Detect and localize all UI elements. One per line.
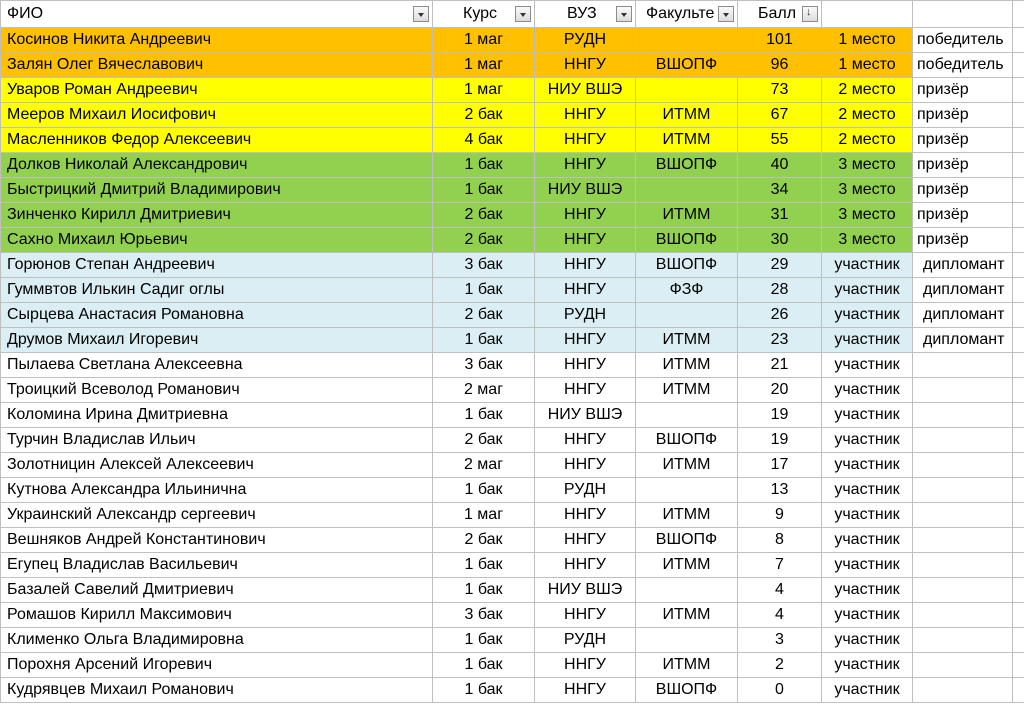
- cell-course[interactable]: 1 бак: [433, 178, 535, 203]
- cell-faculty[interactable]: ИТММ: [636, 378, 738, 403]
- header-row: [1, 1, 1024, 28]
- cell-name[interactable]: Золотницин Алексей Алексеевич: [1, 453, 433, 478]
- cell-empty[interactable]: [1013, 128, 1024, 153]
- cell-course[interactable]: 2 маг: [433, 378, 535, 403]
- cell-score[interactable]: 19: [738, 428, 822, 453]
- table-row: [1, 328, 1024, 353]
- table-row: [1, 228, 1024, 253]
- table-row: [1, 303, 1024, 328]
- cell-name[interactable]: Клименко Ольга Владимировна: [1, 628, 433, 653]
- cell-university[interactable]: ННГУ: [535, 553, 636, 578]
- cell-status[interactable]: призёр: [913, 203, 1013, 228]
- header-fio: [1, 1, 433, 28]
- cell-status[interactable]: дипломант: [913, 278, 1013, 303]
- cell-score[interactable]: 31: [738, 203, 822, 228]
- cell-faculty[interactable]: ИТММ: [636, 503, 738, 528]
- cell-empty[interactable]: [1013, 28, 1024, 53]
- cell-place[interactable]: участник: [822, 653, 913, 678]
- cell-faculty[interactable]: ВШОПФ: [636, 678, 738, 703]
- cell-name[interactable]: Масленников Федор Алексеевич: [1, 128, 433, 153]
- cell-empty[interactable]: [1013, 203, 1024, 228]
- header-empty: [1013, 1, 1024, 28]
- cell-course[interactable]: 1 бак: [433, 153, 535, 178]
- table-row: [1, 628, 1024, 653]
- cell-name[interactable]: Мееров Михаил Иосифович: [1, 103, 433, 128]
- cell-name[interactable]: Друмов Михаил Игоревич: [1, 328, 433, 353]
- cell-name[interactable]: Гуммвтов Илькин Садиг оглы: [1, 278, 433, 303]
- cell-empty[interactable]: [1013, 278, 1024, 303]
- cell-status[interactable]: победитель: [913, 28, 1013, 53]
- cell-place[interactable]: участник: [822, 528, 913, 553]
- cell-status[interactable]: призёр: [913, 78, 1013, 103]
- header-course-label: Курс: [463, 5, 498, 22]
- cell-course[interactable]: 2 маг: [433, 453, 535, 478]
- cell-course[interactable]: 1 бак: [433, 553, 535, 578]
- filter-dropdown-icon[interactable]: [718, 6, 734, 22]
- cell-faculty[interactable]: ИТММ: [636, 603, 738, 628]
- cell-empty[interactable]: [1013, 653, 1024, 678]
- header-empty: [913, 1, 1013, 28]
- cell-score[interactable]: 20: [738, 378, 822, 403]
- cell-name[interactable]: Зинченко Кирилл Дмитриевич: [1, 203, 433, 228]
- cell-status[interactable]: победитель: [913, 53, 1013, 78]
- cell-name[interactable]: Кудрявцев Михаил Романович: [1, 678, 433, 703]
- cell-name[interactable]: Турчин Владислав Ильич: [1, 428, 433, 453]
- cell-score[interactable]: 40: [738, 153, 822, 178]
- cell-place[interactable]: участник: [822, 503, 913, 528]
- table-row: [1, 203, 1024, 228]
- table-row: [1, 278, 1024, 303]
- header-course: [433, 1, 535, 28]
- table-row: [1, 503, 1024, 528]
- cell-place[interactable]: участник: [822, 303, 913, 328]
- cell-score[interactable]: 30: [738, 228, 822, 253]
- cell-faculty[interactable]: ИТММ: [636, 353, 738, 378]
- cell-course[interactable]: 2 бак: [433, 203, 535, 228]
- cell-place[interactable]: 1 место: [822, 53, 913, 78]
- table-row: [1, 453, 1024, 478]
- cell-place[interactable]: участник: [822, 428, 913, 453]
- cell-empty[interactable]: [1013, 553, 1024, 578]
- cell-empty[interactable]: [1013, 603, 1024, 628]
- cell-status[interactable]: [913, 503, 1013, 528]
- cell-faculty[interactable]: [636, 478, 738, 503]
- cell-university[interactable]: ННГУ: [535, 653, 636, 678]
- cell-status[interactable]: [913, 353, 1013, 378]
- cell-status[interactable]: [913, 428, 1013, 453]
- cell-faculty[interactable]: ИТММ: [636, 653, 738, 678]
- cell-university[interactable]: ННГУ: [535, 278, 636, 303]
- cell-status[interactable]: [913, 528, 1013, 553]
- table-row: [1, 378, 1024, 403]
- cell-university[interactable]: ННГУ: [535, 453, 636, 478]
- cell-empty[interactable]: [1013, 528, 1024, 553]
- cell-course[interactable]: 1 маг: [433, 78, 535, 103]
- cell-course[interactable]: 3 бак: [433, 603, 535, 628]
- cell-name[interactable]: Горюнов Степан Андреевич: [1, 253, 433, 278]
- cell-empty[interactable]: [1013, 103, 1024, 128]
- table-row: [1, 128, 1024, 153]
- cell-name[interactable]: Базалей Савелий Дмитриевич: [1, 578, 433, 603]
- cell-score[interactable]: 7: [738, 553, 822, 578]
- cell-empty[interactable]: [1013, 153, 1024, 178]
- cell-place[interactable]: 2 место: [822, 128, 913, 153]
- cell-status[interactable]: призёр: [913, 103, 1013, 128]
- cell-faculty[interactable]: ФЗФ: [636, 278, 738, 303]
- cell-faculty[interactable]: ВШОПФ: [636, 53, 738, 78]
- cell-faculty[interactable]: ВШОПФ: [636, 228, 738, 253]
- cell-place[interactable]: участник: [822, 478, 913, 503]
- cell-empty[interactable]: [1013, 328, 1024, 353]
- cell-empty[interactable]: [1013, 428, 1024, 453]
- cell-status[interactable]: призёр: [913, 128, 1013, 153]
- cell-place[interactable]: участник: [822, 678, 913, 703]
- cell-faculty[interactable]: ИТММ: [636, 103, 738, 128]
- cell-score[interactable]: 28: [738, 278, 822, 303]
- sort-filter-icon[interactable]: [802, 6, 818, 22]
- cell-faculty[interactable]: [636, 28, 738, 53]
- cell-university[interactable]: ННГУ: [535, 103, 636, 128]
- cell-name[interactable]: Быстрицкий Дмитрий Владимирович: [1, 178, 433, 203]
- cell-course[interactable]: 1 бак: [433, 278, 535, 303]
- cell-faculty[interactable]: ВШОПФ: [636, 528, 738, 553]
- cell-course[interactable]: 1 бак: [433, 403, 535, 428]
- cell-empty[interactable]: [1013, 403, 1024, 428]
- cell-name[interactable]: Ромашов Кирилл Максимович: [1, 603, 433, 628]
- cell-faculty[interactable]: ИТММ: [636, 453, 738, 478]
- cell-course[interactable]: 1 бак: [433, 478, 535, 503]
- cell-faculty[interactable]: [636, 178, 738, 203]
- cell-empty[interactable]: [1013, 228, 1024, 253]
- table-row: [1, 403, 1024, 428]
- cell-status[interactable]: призёр: [913, 178, 1013, 203]
- cell-course[interactable]: 3 бак: [433, 353, 535, 378]
- cell-faculty[interactable]: [636, 303, 738, 328]
- cell-score[interactable]: 21: [738, 353, 822, 378]
- cell-place[interactable]: участник: [822, 253, 913, 278]
- cell-name[interactable]: Пылаева Светлана Алексеевна: [1, 353, 433, 378]
- cell-name[interactable]: Долков Николай Александрович: [1, 153, 433, 178]
- cell-university[interactable]: ННГУ: [535, 528, 636, 553]
- cell-name[interactable]: Залян Олег Вячеславович: [1, 53, 433, 78]
- cell-score[interactable]: 19: [738, 403, 822, 428]
- cell-course[interactable]: 3 бак: [433, 253, 535, 278]
- cell-university[interactable]: ННГУ: [535, 428, 636, 453]
- cell-faculty[interactable]: [636, 628, 738, 653]
- cell-place[interactable]: 1 место: [822, 28, 913, 53]
- cell-score[interactable]: 55: [738, 128, 822, 153]
- cell-empty[interactable]: [1013, 628, 1024, 653]
- cell-empty[interactable]: [1013, 578, 1024, 603]
- cell-status[interactable]: призёр: [913, 153, 1013, 178]
- cell-course[interactable]: 2 бак: [433, 228, 535, 253]
- cell-status[interactable]: [913, 453, 1013, 478]
- cell-empty[interactable]: [1013, 453, 1024, 478]
- table-row: [1, 28, 1024, 53]
- cell-score[interactable]: 67: [738, 103, 822, 128]
- table-row: [1, 653, 1024, 678]
- cell-empty[interactable]: [1013, 178, 1024, 203]
- cell-place[interactable]: участник: [822, 403, 913, 428]
- cell-score[interactable]: 2: [738, 653, 822, 678]
- cell-place[interactable]: участник: [822, 378, 913, 403]
- table-row: [1, 678, 1024, 703]
- filter-dropdown-icon[interactable]: [616, 6, 632, 22]
- cell-university[interactable]: ННГУ: [535, 128, 636, 153]
- cell-name[interactable]: Сахно Михаил Юрьевич: [1, 228, 433, 253]
- table-row: [1, 353, 1024, 378]
- cell-university[interactable]: РУДН: [535, 303, 636, 328]
- cell-score[interactable]: 13: [738, 478, 822, 503]
- cell-status[interactable]: призёр: [913, 228, 1013, 253]
- cell-status[interactable]: [913, 553, 1013, 578]
- cell-status[interactable]: [913, 378, 1013, 403]
- cell-empty[interactable]: [1013, 53, 1024, 78]
- cell-university[interactable]: РУДН: [535, 628, 636, 653]
- filter-dropdown-icon[interactable]: [413, 6, 429, 22]
- cell-university[interactable]: НИУ ВШЭ: [535, 178, 636, 203]
- cell-place[interactable]: 3 место: [822, 203, 913, 228]
- cell-score[interactable]: 0: [738, 678, 822, 703]
- cell-faculty[interactable]: [636, 403, 738, 428]
- header-faculty: [636, 1, 738, 28]
- cell-name[interactable]: Вешняков Андрей Константинович: [1, 528, 433, 553]
- cell-score[interactable]: 23: [738, 328, 822, 353]
- cell-name[interactable]: Троицкий Всеволод Романович: [1, 378, 433, 403]
- cell-empty[interactable]: [1013, 353, 1024, 378]
- cell-course[interactable]: 1 бак: [433, 653, 535, 678]
- cell-status[interactable]: [913, 478, 1013, 503]
- cell-name[interactable]: Коломина Ирина Дмитриевна: [1, 403, 433, 428]
- cell-score[interactable]: 17: [738, 453, 822, 478]
- header-score-label: Балл: [758, 5, 797, 22]
- table-row: [1, 253, 1024, 278]
- cell-score[interactable]: 96: [738, 53, 822, 78]
- cell-name[interactable]: Порохня Арсений Игоревич: [1, 653, 433, 678]
- cell-place[interactable]: участник: [822, 278, 913, 303]
- cell-status[interactable]: [913, 628, 1013, 653]
- cell-score[interactable]: 4: [738, 578, 822, 603]
- cell-course[interactable]: 2 бак: [433, 528, 535, 553]
- cell-faculty[interactable]: ИТММ: [636, 203, 738, 228]
- cell-course[interactable]: 1 бак: [433, 678, 535, 703]
- cell-name[interactable]: Сырцева Анастасия Романовна: [1, 303, 433, 328]
- cell-score[interactable]: 9: [738, 503, 822, 528]
- cell-score[interactable]: 73: [738, 78, 822, 103]
- cell-score[interactable]: 8: [738, 528, 822, 553]
- cell-university[interactable]: ННГУ: [535, 253, 636, 278]
- cell-place[interactable]: участник: [822, 353, 913, 378]
- cell-university[interactable]: ННГУ: [535, 378, 636, 403]
- cell-university[interactable]: ННГУ: [535, 603, 636, 628]
- cell-faculty[interactable]: [636, 578, 738, 603]
- cell-university[interactable]: ННГУ: [535, 228, 636, 253]
- table-row: [1, 428, 1024, 453]
- cell-name[interactable]: Украинский Александр сергеевич: [1, 503, 433, 528]
- cell-place[interactable]: 3 место: [822, 228, 913, 253]
- cell-status[interactable]: [913, 653, 1013, 678]
- cell-university[interactable]: ННГУ: [535, 203, 636, 228]
- cell-university[interactable]: НИУ ВШЭ: [535, 78, 636, 103]
- cell-course[interactable]: 4 бак: [433, 128, 535, 153]
- cell-faculty[interactable]: ИТММ: [636, 128, 738, 153]
- cell-faculty[interactable]: [636, 78, 738, 103]
- header-score: [738, 1, 822, 28]
- cell-empty[interactable]: [1013, 303, 1024, 328]
- cell-course[interactable]: 2 бак: [433, 428, 535, 453]
- cell-score[interactable]: 29: [738, 253, 822, 278]
- cell-name[interactable]: Кутнова Александра Ильинична: [1, 478, 433, 503]
- table-row: [1, 178, 1024, 203]
- table-row: [1, 578, 1024, 603]
- cell-faculty[interactable]: ВШОПФ: [636, 253, 738, 278]
- cell-place[interactable]: участник: [822, 603, 913, 628]
- cell-course[interactable]: 1 маг: [433, 28, 535, 53]
- cell-empty[interactable]: [1013, 503, 1024, 528]
- cell-empty[interactable]: [1013, 378, 1024, 403]
- cell-status[interactable]: [913, 678, 1013, 703]
- table-row: [1, 603, 1024, 628]
- cell-score[interactable]: 101: [738, 28, 822, 53]
- table-row: [1, 478, 1024, 503]
- cell-faculty[interactable]: ВШОПФ: [636, 428, 738, 453]
- table-row: [1, 103, 1024, 128]
- cell-score[interactable]: 3: [738, 628, 822, 653]
- cell-status[interactable]: дипломант: [913, 303, 1013, 328]
- cell-course[interactable]: 1 бак: [433, 328, 535, 353]
- cell-status[interactable]: [913, 578, 1013, 603]
- cell-course[interactable]: 1 маг: [433, 53, 535, 78]
- cell-status[interactable]: [913, 403, 1013, 428]
- cell-name[interactable]: Косинов Никита Андреевич: [1, 28, 433, 53]
- cell-empty[interactable]: [1013, 253, 1024, 278]
- cell-course[interactable]: 2 бак: [433, 303, 535, 328]
- cell-place[interactable]: 2 место: [822, 103, 913, 128]
- cell-faculty[interactable]: ИТММ: [636, 328, 738, 353]
- table-row: [1, 528, 1024, 553]
- cell-university[interactable]: НИУ ВШЭ: [535, 578, 636, 603]
- cell-score[interactable]: 26: [738, 303, 822, 328]
- table-row: [1, 153, 1024, 178]
- header-empty: [822, 1, 913, 28]
- cell-empty[interactable]: [1013, 678, 1024, 703]
- cell-course[interactable]: 1 бак: [433, 628, 535, 653]
- cell-university[interactable]: РУДН: [535, 478, 636, 503]
- cell-university[interactable]: ННГУ: [535, 353, 636, 378]
- cell-faculty[interactable]: ИТММ: [636, 553, 738, 578]
- cell-university[interactable]: РУДН: [535, 28, 636, 53]
- cell-empty[interactable]: [1013, 478, 1024, 503]
- cell-place[interactable]: участник: [822, 628, 913, 653]
- cell-place[interactable]: участник: [822, 578, 913, 603]
- cell-university[interactable]: ННГУ: [535, 53, 636, 78]
- table-row: [1, 78, 1024, 103]
- cell-place[interactable]: 2 место: [822, 78, 913, 103]
- cell-course[interactable]: 2 бак: [433, 103, 535, 128]
- table-row: [1, 53, 1024, 78]
- cell-university[interactable]: ННГУ: [535, 503, 636, 528]
- header-uni-label: ВУЗ: [567, 5, 597, 22]
- cell-place[interactable]: участник: [822, 328, 913, 353]
- cell-university[interactable]: ННГУ: [535, 678, 636, 703]
- header-fio-label: ФИО: [7, 5, 44, 22]
- cell-status[interactable]: дипломант: [913, 253, 1013, 278]
- cell-university[interactable]: ННГУ: [535, 328, 636, 353]
- header-uni: [535, 1, 636, 28]
- cell-place[interactable]: участник: [822, 453, 913, 478]
- cell-status[interactable]: дипломант: [913, 328, 1013, 353]
- cell-university[interactable]: ННГУ: [535, 153, 636, 178]
- cell-place[interactable]: 3 место: [822, 153, 913, 178]
- cell-name[interactable]: Уваров Роман Андреевич: [1, 78, 433, 103]
- cell-university[interactable]: НИУ ВШЭ: [535, 403, 636, 428]
- cell-status[interactable]: [913, 603, 1013, 628]
- cell-faculty[interactable]: ВШОПФ: [636, 153, 738, 178]
- cell-score[interactable]: 4: [738, 603, 822, 628]
- cell-empty[interactable]: [1013, 78, 1024, 103]
- table-row: [1, 553, 1024, 578]
- cell-name[interactable]: Егупец Владислав Васильевич: [1, 553, 433, 578]
- cell-course[interactable]: 1 бак: [433, 578, 535, 603]
- cell-place[interactable]: 3 место: [822, 178, 913, 203]
- cell-course[interactable]: 1 маг: [433, 503, 535, 528]
- cell-place[interactable]: участник: [822, 553, 913, 578]
- cell-score[interactable]: 34: [738, 178, 822, 203]
- filter-dropdown-icon[interactable]: [515, 6, 531, 22]
- header-faculty-label: Факульте: [646, 5, 715, 22]
